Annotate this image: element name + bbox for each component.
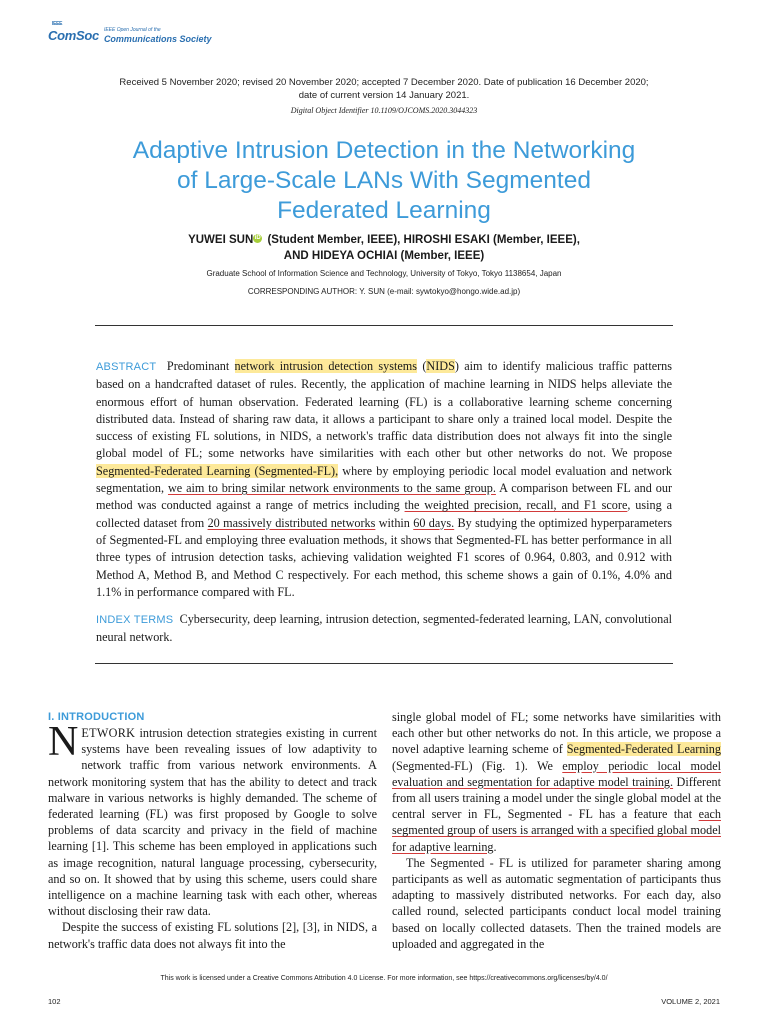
abstract-text: within: [375, 515, 414, 530]
abstract-text: Predominant: [166, 359, 235, 373]
logo-comsoc-label: ComSoc: [48, 27, 99, 43]
authors-line-1: (Student Member, IEEE), HIROSHI ESAKI (Member, IEEE),: [264, 234, 580, 246]
abstract-label: ABSTRACT: [96, 361, 157, 373]
orcid-icon[interactable]: iD: [254, 235, 261, 241]
top-rule: [95, 325, 673, 326]
section-heading-introduction: I. INTRODUCTION: [48, 711, 145, 723]
volume-label: VOLUME 2, 2021: [661, 997, 720, 1006]
body-text: single global model of FL; some networks have similarities with each other but other networks do not. In this article, we propose a novel adaptive learning scheme of: [392, 710, 721, 757]
abstract-text: , using a collected dataset from: [96, 498, 672, 530]
underline-employ: employ periodic local model evaluation and segmentation for adaptive model training.: [392, 758, 721, 789]
author-list: [60, 232, 708, 264]
logo-subtitle: IEEE Open Journal of the: [103, 27, 161, 33]
logo-ieee-label: IEEE: [52, 20, 63, 27]
paper-title: [60, 136, 708, 226]
logo-title: Communications Society: [103, 34, 212, 44]
underline-segmented-group: each segmented group of users is arranged with a specified global model for adaptive learning: [392, 807, 721, 854]
author-first: YUWEI SUN: [188, 234, 254, 246]
abstract-text: A comparison between FL and our method was conducted against a range of metrics including: [96, 481, 672, 513]
publication-dates: [60, 76, 708, 102]
page-number: 102: [48, 997, 61, 1006]
highlight-nids: NIDS: [426, 359, 455, 373]
body-text: (Segmented-FL) (Fig. 1). We: [392, 758, 563, 773]
index-terms: [96, 611, 672, 647]
left-column: [48, 709, 377, 952]
body-text: Different from all users training a model under the single global model at the central server in FL, Segmented - FL has a feature that: [392, 774, 721, 822]
corresponding-author: CORRESPONDING AUTHOR: Y. SUN (e-mail: sywtokyo@hongo.wide.ad.jp): [247, 287, 521, 296]
index-terms-text: Cybersecurity, deep learning, intrusion detection, segmented-federated learning, LAN, convolutional neural network.: [96, 612, 672, 645]
underline-days: 60 days.: [413, 515, 455, 530]
comsoc-logo-mark: [48, 20, 99, 43]
abstract-text: ) aim to identify malicious traffic patterns based on a handcrafted dataset of rules. Recently, the application of machine learning in NIDS helps alleviate the enormous effort of human observation. Federated learning (FL) is a collaborative learning scheme concerning distributed data. Instead of sharing raw data, it allows a participant to share only a trained local model. Despite the success of existing FL solutions, in NIDS, a network's traffic data distribution does not always fit into the single global model of FL; some networks have similarities with each other but other networks do not. We propose: [96, 359, 673, 461]
highlight-segmented-fl-body: Segmented-Federated Learning: [566, 742, 721, 757]
drop-cap: N: [48, 719, 79, 765]
authors-line-2: AND HIDEYA OCHIAI (Member, IEEE): [283, 250, 485, 262]
right-column: [392, 709, 721, 952]
title-line-1: Adaptive Intrusion Detection in the Networking: [132, 137, 636, 164]
abstract-text: where by employing periodic local model evaluation and network segmentation,: [96, 463, 672, 496]
right-paragraph-2: The Segmented - FL is utilized for parameter sharing among participants as well as automatic segmentation of participants thus adapting to massively distributed networks. For each day, also called round, selected participants conduct local model training based on locally collected datasets. Then the trained models are uploaded and aggregated in the: [392, 855, 721, 951]
underline-metrics: the weighted precision, recall, and F1 score: [404, 498, 628, 513]
journal-logo: [48, 20, 212, 44]
intro-small-caps: ETWORK: [81, 726, 136, 740]
license-notice: This work is licensed under a Creative Commons Attribution 4.0 License. For more information, see https://creativecommons.org/licenses/by/4.0/: [160, 975, 608, 982]
affiliation: Graduate School of Information Science and Technology, University of Tokyo, Tokyo 1138654, Japan: [206, 269, 562, 278]
highlight-nids-full: network intrusion detection systems: [234, 359, 418, 373]
abstract-text: By studying the optimized hyperparameters of Segmented-FL and employing three evaluation methods, it shows that Segmented-FL has better performance in all three types of intrusion detection tasks, achieving validation weighted F1 scores of 0.964, 0.803, and 0.912 with Method A, Method B, and Method C respectively. For each method, this scheme shows a gain of 0.1%, 4.0% and 1.1% in performance compared with FL.: [96, 515, 672, 599]
body-text: .: [493, 839, 497, 854]
received-line-1: Received 5 November 2020; revised 20 November 2020; accepted 7 December 2020. Date of publication 16 December 2020;: [119, 77, 649, 88]
doi: Digital Object Identifier 10.1109/OJCOMS.2020.3044323: [290, 106, 478, 115]
intro-paragraph-1: intrusion detection strategies existing in current systems have been revealing issues of low adaptivity to network traffic from various network environments. A network monitoring system that has the ability to detect and track malware in various networks is highly demanded. The scheme of federated learning (FL) was first proposed by Google to solve problems of data scarcity and privacy in the field of machine learning [1]. This scheme has been employed in applications such as image recognition, natural language processing, cybersecurity, and so on. It showed that by using this scheme, users could share intelligence on a machine learning task with each other, whereas without disclosing their raw data.: [48, 726, 377, 919]
received-line-2: date of current version 14 January 2021.: [298, 90, 470, 101]
highlight-segmented-fl: Segmented-Federated Learning (Segmented-FL),: [96, 463, 339, 478]
intro-paragraph-2: Despite the success of existing FL solutions [2], [3], in NIDS, a network's traffic data does not always fit into the: [48, 920, 377, 951]
abstract-text: (: [417, 359, 427, 373]
bottom-rule: [95, 663, 673, 664]
index-terms-label: INDEX TERMS: [96, 614, 174, 626]
title-line-2: of Large-Scale LANs With Segmented: [177, 167, 591, 194]
title-line-3: Federated Learning: [277, 197, 491, 224]
underline-networks: 20 massively distributed networks: [207, 515, 376, 530]
underline-goal: we aim to bring similar network environments to the same group.: [167, 481, 496, 496]
abstract: [96, 358, 672, 601]
